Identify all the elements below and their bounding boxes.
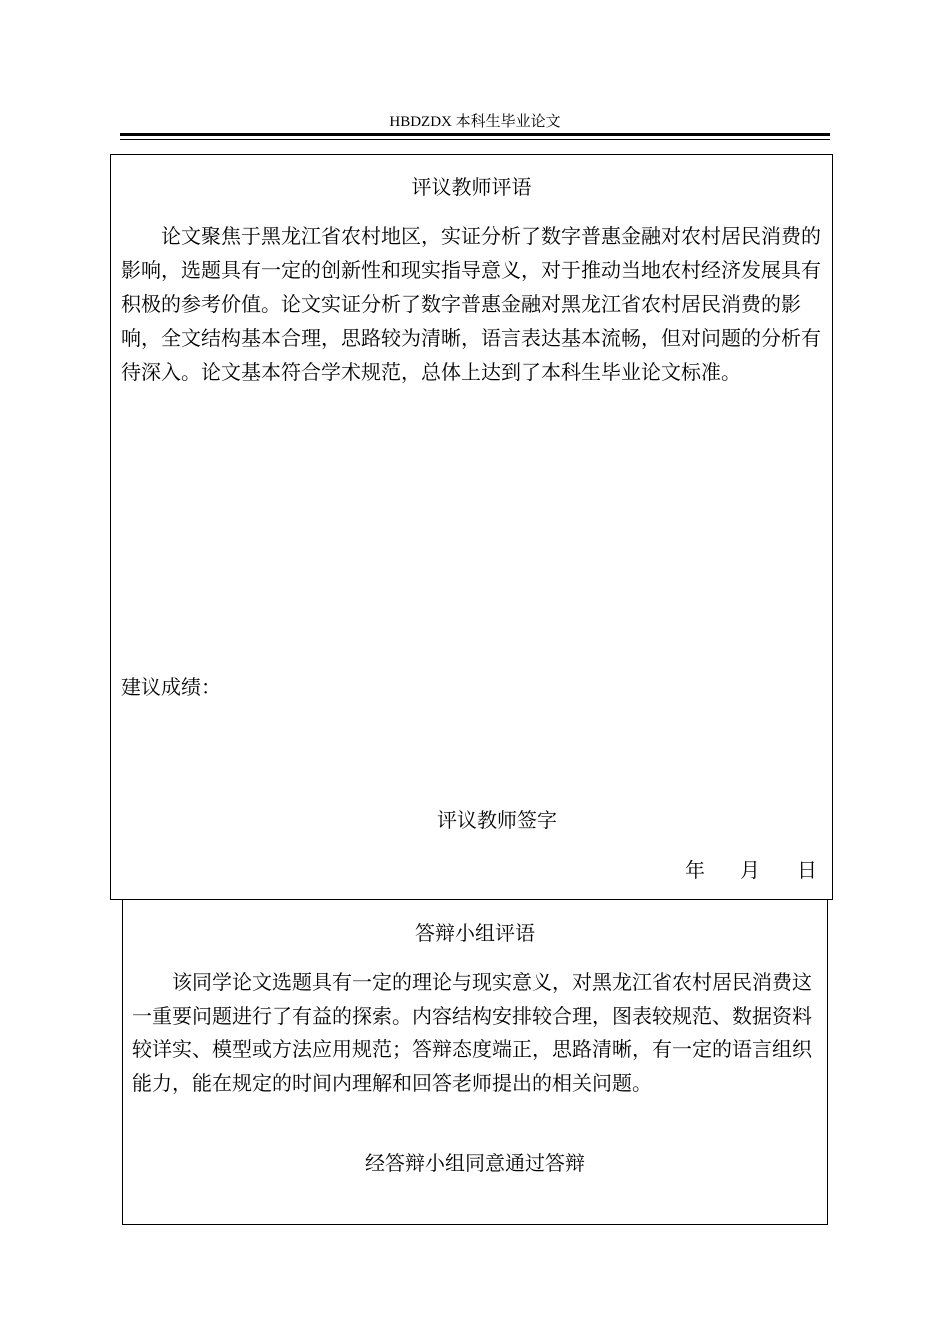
reviewer-comment-box [110, 154, 833, 900]
date-year-label: 年 [685, 858, 705, 882]
header-rule-thick [120, 133, 830, 136]
date-month-label: 月 [740, 858, 760, 882]
page-header: HBDZDX 本科生毕业论文 [389, 114, 561, 130]
defense-title: 答辩小组评语 [415, 921, 535, 945]
date-day-label: 日 [797, 858, 817, 882]
reviewer-title: 评议教师评语 [411, 175, 532, 199]
reviewer-signature-label: 评议教师签字 [437, 808, 557, 832]
reviewer-comment-text: 论文聚焦于黑龙江省农村地区，实证分析了数字普惠金融对农村居民消费的影响，选题具有一定的创新性和现实指导意义，对于推动当地农村经济发展具有积极的参考价值。论文实证分析了数字普惠金融对黑龙江省农村居民消费的影响，全文结构基本合理，思路较为清晰，语言表达基本流畅，但对问题的分析有待深入。论文基本符合学术规范，总体上达到了本科生毕业论文标准。 [121, 224, 821, 384]
defense-comment-text: 该同学论文选题具有一定的理论与现实意义，对黑龙江省农村居民消费这一重要问题进行了有益的探索。内容结构安排较合理，图表较规范、数据资料较详实、模型或方法应用规范；答辩态度端正，思路清晰，有一定的语言组织能力，能在规定的时间内理解和回答老师提出的相关问题。 [132, 970, 812, 1095]
defense-comment-box [122, 900, 828, 1225]
header-rule-thin [120, 139, 830, 140]
suggested-grade-label: 建议成绩： [121, 675, 221, 699]
defense-conclusion: 经答辩小组同意通过答辩 [365, 1151, 585, 1175]
